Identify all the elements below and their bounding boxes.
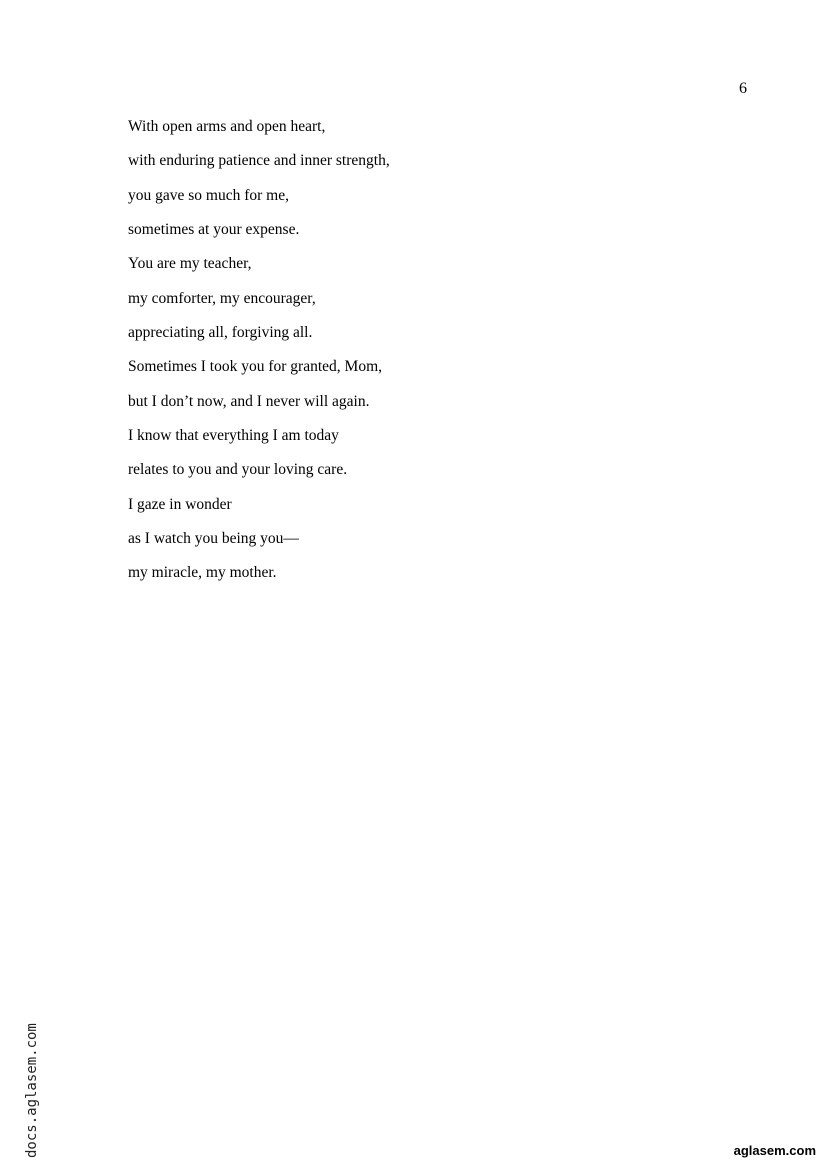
poem-line: With open arms and open heart, (128, 118, 326, 135)
poem-line: you gave so much for me, (128, 186, 289, 204)
poem-line: appreciating all, forgiving all. (128, 324, 313, 342)
poem-line: my comforter, my encourager, (128, 289, 316, 307)
poem-line: with enduring patience and inner strength, (128, 152, 390, 170)
poem-line: as I watch you being you— (128, 530, 299, 548)
poem-line: my miracle, my mother. (128, 564, 277, 582)
poem-line: Sometimes I took you for granted, Mom, (128, 358, 382, 376)
poem (128, 116, 390, 597)
footer-brand: aglasem.com (733, 1143, 816, 1158)
page-number: 6 (739, 80, 747, 97)
poem-line: relates to you and your loving care. (128, 461, 348, 479)
side-watermark: docs.aglasem.com (24, 1023, 40, 1158)
poem-line: sometimes at your expense. (128, 221, 300, 239)
poem-line: I know that everything I am today (128, 427, 339, 445)
poem-line: I gaze in wonder (128, 495, 232, 513)
poem-line: but I don’t now, and I never will again. (128, 392, 370, 410)
poem-line: You are my teacher, (128, 255, 252, 273)
